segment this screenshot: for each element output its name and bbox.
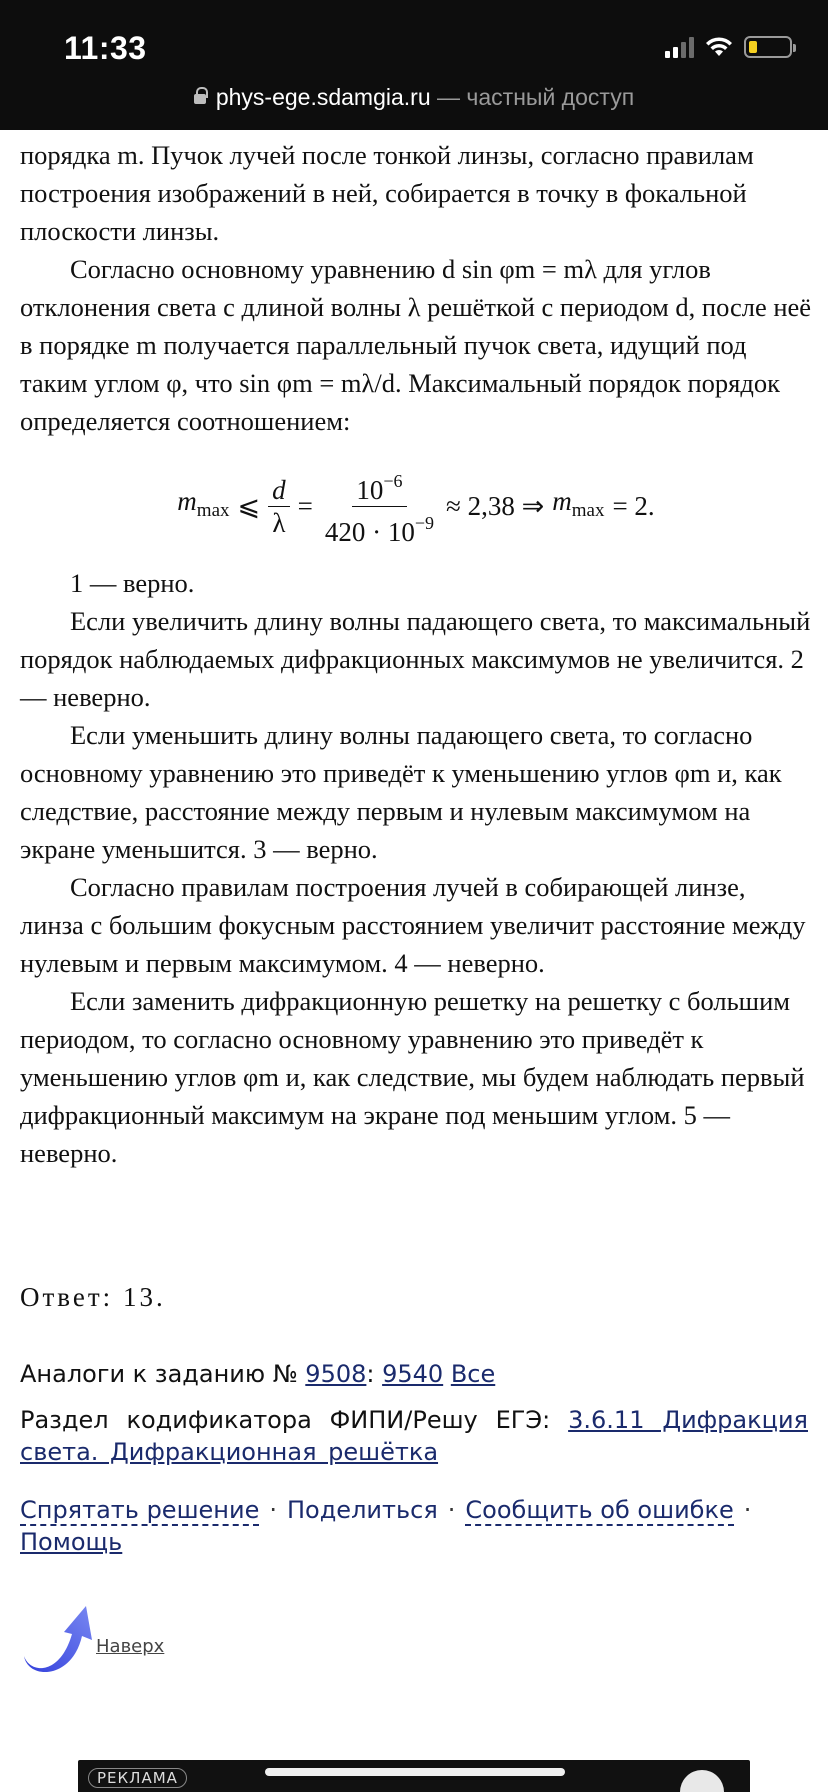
- home-indicator[interactable]: [265, 1768, 565, 1776]
- formula-frac1-num: d: [268, 474, 290, 507]
- analog-task-link-2[interactable]: 9540: [382, 1360, 444, 1388]
- report-error-link[interactable]: Сообщить об ошибке: [465, 1496, 734, 1524]
- help-link[interactable]: Помощь: [20, 1528, 123, 1556]
- status-time: 11:33: [64, 30, 147, 66]
- analogs-label: Аналоги к заданию №: [20, 1360, 298, 1388]
- separator-dot: ·: [269, 1496, 277, 1524]
- formula-frac2-den-exp: −9: [414, 512, 435, 533]
- solution-paragraph-7: Если заменить дифракционную решетку на решетку с большим периодом, то согласно основному уравнению это приведёт к уменьшению углов φm и, как следствие, мы будем наблюдать первый дифракционный максимум на экране под меньшим углом. 5 — неверно.: [20, 986, 805, 1168]
- max-order-formula: [20, 466, 812, 546]
- url-domain: phys-ege.sdamgia.ru: [215, 84, 431, 110]
- battery-icon: [744, 36, 792, 58]
- analog-task-link-1[interactable]: 9508: [305, 1360, 367, 1388]
- codifier-line: [20, 1404, 808, 1468]
- formula-lhs-sub: max: [196, 500, 230, 521]
- lock-icon: [194, 94, 206, 104]
- wifi-icon: [704, 36, 734, 58]
- share-link[interactable]: Поделиться: [286, 1496, 438, 1524]
- formula-eq: =: [297, 491, 313, 521]
- solution-paragraph-2: Согласно основному уравнению d sin φm = mλ для углов отклонения света с длиной волны λ решёткой с периодом d, после неё в порядке m получается параллельный пучок света, идущий под таким углом φ, что sin φm = mλ/d. Максимальный порядок порядок определяется соотношением:: [20, 254, 812, 436]
- analogs-line: Аналоги к заданию № 9508: 9540 Все: [20, 1360, 496, 1388]
- formula-rhs: m: [552, 486, 572, 516]
- formula-frac2-num: 10: [356, 474, 384, 505]
- hide-solution-link[interactable]: Спрятать решение: [20, 1496, 260, 1524]
- solution-paragraph-6: Согласно правилам построения лучей в собирающей линзе, линза с большим фокусным расстоянием увеличит расстояние между нулевым и первым максимумом. 4 — неверно.: [20, 872, 806, 978]
- solution-text: [20, 136, 812, 1172]
- status-icons: [665, 36, 792, 58]
- answer-line: [20, 1282, 166, 1313]
- solution-paragraph-3: 1 — верно.: [70, 568, 195, 598]
- formula-frac1-den: λ: [272, 507, 286, 538]
- cellular-signal-icon: [665, 36, 694, 58]
- back-to-top[interactable]: [20, 1594, 170, 1674]
- formula-rhs-sub: max: [571, 500, 605, 521]
- formula-frac2-den: 420 · 10: [324, 516, 415, 547]
- solution-paragraph-5: Если уменьшить длину волны падающего света, то согласно основному уравнению это приведёт к уменьшению углов φm и, как следствие, расстояние между первым и нулевым максимумом на экране уменьшится. 3 — верно.: [20, 720, 782, 864]
- analogs-all-link[interactable]: Все: [450, 1360, 496, 1388]
- solution-actions: [20, 1494, 808, 1558]
- solution-paragraph-4: Если увеличить длину волны падающего света, то максимальный порядок наблюдаемых дифракционных максимумов не увеличится. 2 — неверно.: [20, 606, 811, 712]
- up-arrow-icon: [20, 1594, 100, 1674]
- url-private-label: — частный доступ: [437, 84, 635, 110]
- browser-top-bar: [0, 0, 828, 130]
- advertisement-banner[interactable]: [78, 1760, 750, 1792]
- formula-fraction-d-lambda: [268, 474, 290, 539]
- solution-paragraph-1: порядка m. Пучок лучей после тонкой линзы, согласно правилам построения изображений в ней, собирается в точку в фокальной плоскости линзы.: [20, 140, 754, 246]
- answer-value: 13.: [122, 1282, 166, 1312]
- url-bar[interactable]: [0, 84, 828, 111]
- separator-dot: ·: [743, 1496, 752, 1524]
- formula-approx: ≈ 2,38 ⇒: [446, 491, 545, 521]
- formula-leq: ⩽: [237, 491, 261, 521]
- codifier-label: Раздел кодификатора ФИПИ/Решу ЕГЭ:: [20, 1406, 551, 1434]
- codifier-section-link[interactable]: 3.6.11 Дифракция света. Дифракционная решётка: [20, 1406, 808, 1466]
- answer-label: Ответ:: [20, 1282, 114, 1312]
- formula-frac2-num-exp: −6: [383, 470, 403, 491]
- back-to-top-label: Наверх: [96, 1636, 165, 1657]
- formula-rhs-value: = 2.: [612, 491, 655, 521]
- ad-close-icon[interactable]: [680, 1770, 724, 1792]
- formula-fraction-values: [321, 465, 438, 548]
- formula-lhs: m: [177, 486, 197, 516]
- separator-dot: ·: [447, 1496, 456, 1524]
- ad-label: РЕКЛАМА: [88, 1768, 187, 1788]
